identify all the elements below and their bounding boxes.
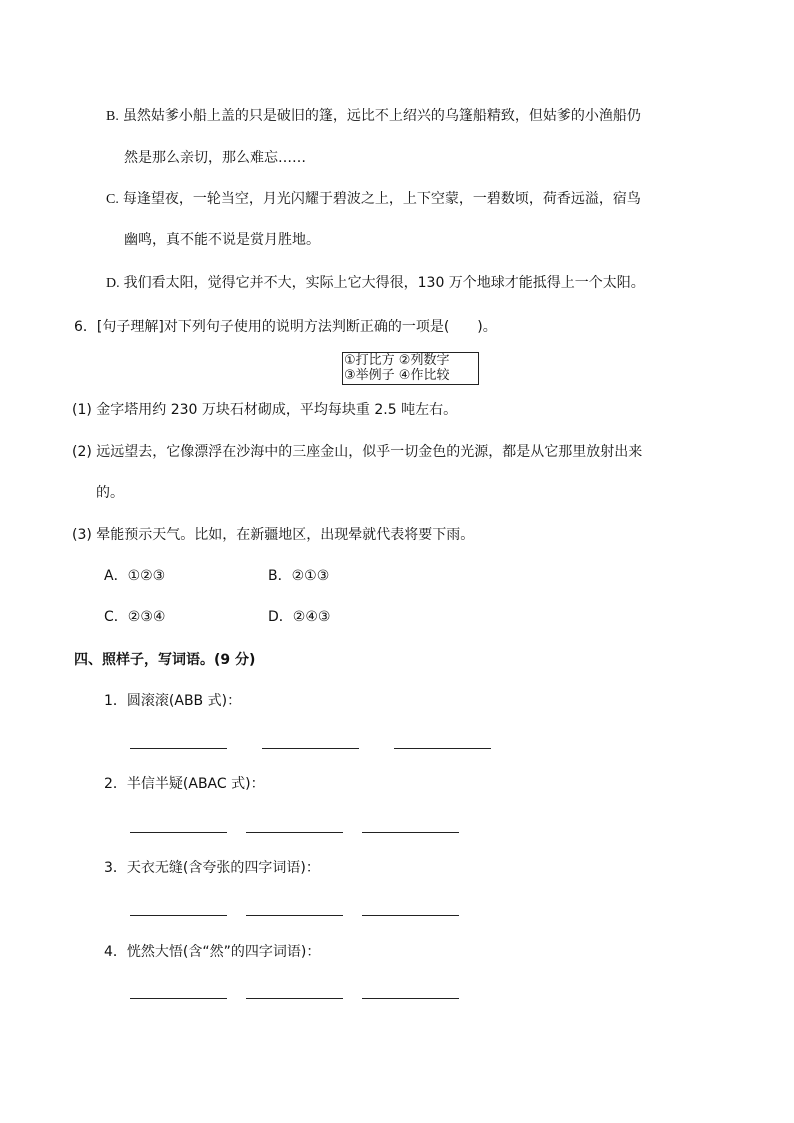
option-b-line1: [106, 106, 641, 127]
q6-option-b[interactable]: B．②①③: [268, 568, 330, 584]
section-4-title: 四、照样子，写词语。(9 分): [74, 652, 256, 668]
answer-blank[interactable]: [130, 915, 227, 916]
option-c-line1: [106, 189, 641, 210]
q6-sentence-2-line1: (2) 远远望去，它像漂浮在沙海中的三座金山，似乎一切金色的光源，都是从它那里放射出来: [72, 444, 643, 460]
option-d-letter: D.: [106, 276, 120, 291]
q6-option-a[interactable]: A．①②③: [104, 568, 166, 584]
q6-option-d[interactable]: D．②④③: [268, 609, 331, 625]
option-c-letter: C.: [106, 192, 119, 207]
section-4-item-2: 2．半信半疑(ABAC 式)：: [104, 776, 265, 792]
option-d-line1: [106, 273, 645, 294]
answer-blank[interactable]: [362, 915, 459, 916]
method-options-box: [342, 352, 479, 385]
answer-blank[interactable]: [130, 832, 227, 833]
answer-blank[interactable]: [394, 748, 491, 749]
q6-sentence-3: (3) 晕能预示天气。比如，在新疆地区，出现晕就代表将要下雨。: [72, 527, 475, 543]
section-4-item-1: 1．圆滚滚(ABB 式)：: [104, 693, 242, 709]
answer-blank[interactable]: [246, 915, 343, 916]
option-b-text: 虽然姑爹小船上盖的只是破旧的篷，远比不上绍兴的乌篷船精致，但姑爹的小渔船仍: [122, 108, 641, 124]
answer-blank[interactable]: [130, 998, 227, 999]
answer-blank[interactable]: [362, 832, 459, 833]
answer-blank[interactable]: [130, 748, 227, 749]
q6-stem: 6．[句子理解]对下列句子使用的说明方法判断正确的一项是( )。: [74, 319, 497, 335]
option-d-text: 我们看太阳，觉得它并不大，实际上它大得很，130 万个地球才能抵得上一个太阳。: [123, 275, 645, 291]
answer-blank[interactable]: [362, 998, 459, 999]
method-options-line1: ①打比方 ②列数字: [344, 353, 450, 368]
answer-blank[interactable]: [246, 998, 343, 999]
q6-option-c[interactable]: C．②③④: [104, 609, 166, 625]
option-b-line2: 然是那么亲切，那么难忘……: [124, 150, 306, 166]
q6-sentence-2-line2: 的。: [96, 485, 124, 501]
option-b-letter: B.: [106, 109, 119, 124]
option-c-line2: 幽鸣，真不能不说是赏月胜地。: [124, 232, 320, 248]
q6-sentence-1: (1) 金字塔用约 230 万块石材砌成，平均每块重 2.5 吨左右。: [72, 402, 458, 418]
option-c-text: 每逢望夜，一轮当空，月光闪耀于碧波之上，上下空蒙，一碧数顷，荷香远溢，宿鸟: [122, 191, 641, 207]
answer-blank[interactable]: [262, 748, 359, 749]
method-options-line2: ③举例子 ④作比较: [344, 368, 450, 383]
section-4-item-4: 4．恍然大悟(含“然”的四字词语)：: [104, 944, 321, 960]
answer-blank[interactable]: [246, 832, 343, 833]
section-4-item-3: 3．天衣无缝(含夸张的四字词语)：: [104, 860, 320, 876]
